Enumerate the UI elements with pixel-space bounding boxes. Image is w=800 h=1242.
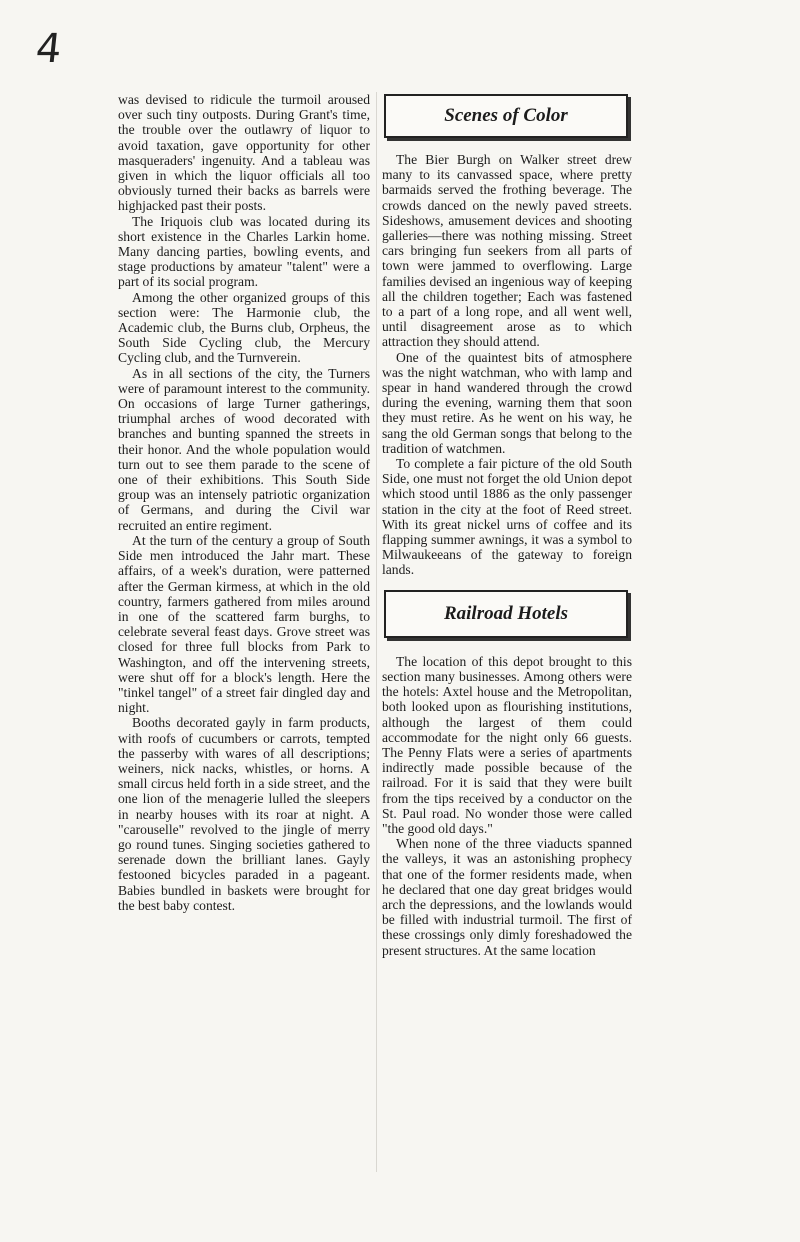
page-number: 4 bbox=[33, 26, 64, 72]
paragraph: To complete a fair picture of the old South Side, one must not forget the old Union depot which stood until 1886 as the only passenger station in the city at the foot of Reed street. With its great nickel urns of coffee and its flapping summer awnings, it was a symbol to Milwaukeeans of the gateway to foreign lands. bbox=[382, 456, 632, 578]
paragraph: Among the other organized groups of this section were: The Harmonie club, the Academic club, the Burns club, Orpheus, the South Side Cycling club, the Mercury Cycling club, and the Turnverein. bbox=[118, 289, 370, 366]
paragraph: When none of the three viaducts spanned the valleys, it was an astonishing prophecy that one of the former residents made, when he declared that one day great bridges would arch the depressions, and the lowlands would be filled with industrial turmoil. The first of these crossings only dimly foreshadowed the present structures. At the same location bbox=[382, 836, 632, 958]
column-divider bbox=[376, 92, 377, 1172]
paragraph: The Iriquois club was located during its short existence in the Charles Larkin home. Many dancing parties, bowling events, and stage productions by amateur "talent" were a part of its social program. bbox=[118, 213, 370, 290]
paragraph: At the turn of the century a group of South Side men introduced the Jahr mart. These affairs, of a week's duration, were patterned after the German kirmess, at which in the old country, farmers gathered from miles around in one of the scattered farm burghs, to celebrate several feast days. Grove street was closed for three full blocks from Park to Washington, and off the intervening streets, were shut off for a block's length. Here the "tinkel tangel" of a street fair dingled day and night. bbox=[118, 532, 370, 716]
right-column bbox=[382, 92, 632, 958]
paragraph: The location of this depot brought to this section many businesses. Among others were the hotels: Axtel house and the Metropolitan, both looked upon as flourishing institutions, although the largest of them could accommodate for the night only 66 guests. The Penny Flats were a series of apartments indirectly made possible because of the railroad. For it is said that they were built from the tips received by a conductor on the St. Paul road. No wonder those were called "the good old days." bbox=[382, 653, 632, 836]
paragraph: was devised to ridicule the turmoil aroused over such tiny outposts. During Grant's time, the trouble over the outlawry of liquor to avoid taxation, gave opportunity for other masqueraders' ingenuity. And a tableau was given in which the liquor officials all too obviously turned their backs as barrels were highjacked past their posts. bbox=[118, 92, 370, 214]
section-heading-scenes-of-color: Scenes of Color bbox=[384, 94, 628, 138]
paragraph: The Bier Burgh on Walker street drew many to its canvassed space, where pretty barmaids served the frothing beverage. The crowds danced on the newly paved streets. Sideshows, amusement devices and shooting galleries—there was nothing missing. Street cars bringing fun seekers from all parts of town were jammed to overflowing. Large families devised an ingenious way of keeping all the children together; Each was fastened to a part of a long rope, and all went well, until disagreement arose as to which attraction they should attend. bbox=[382, 152, 632, 350]
paragraph: One of the quaintest bits of atmosphere was the night watchman, who with lamp and spear in hand wandered through the crowd during the evening, warning them that soon they must retire. As he went on his way, he sang the old German songs that belong to the tradition of watchmen. bbox=[382, 349, 632, 456]
paragraph: Booths decorated gayly in farm products, with roofs of cucumbers or carrots, tempted the passerby with wares of all descriptions; weiners, nick nacks, whistles, or horns. A small circus held forth in a side street, and the one lion of the menagerie lulled the sleepers in nearby houses with its roar at night. A "carouselle" revolved to the jingle of merry go round tunes. Singing societies gathered to serenade down the brilliant lanes. Gayly festooned bicycles paraded in a pageant. Babies bundled in baskets were brought for the best baby contest. bbox=[118, 715, 370, 913]
paragraph: As in all sections of the city, the Turners were of paramount interest to the community. On occasions of large Turner gatherings, triumphal arches of wood decorated with branches and bunting spanned the streets in their honor. And the whole population would turn out to see them parade to the scene of one of their exhibitions. This South Side group was an intensely patriotic organization of Germans, and during the Civil war recruited an entire regiment. bbox=[118, 365, 370, 533]
left-column bbox=[118, 92, 370, 913]
section-heading-railroad-hotels: Railroad Hotels bbox=[384, 590, 628, 638]
